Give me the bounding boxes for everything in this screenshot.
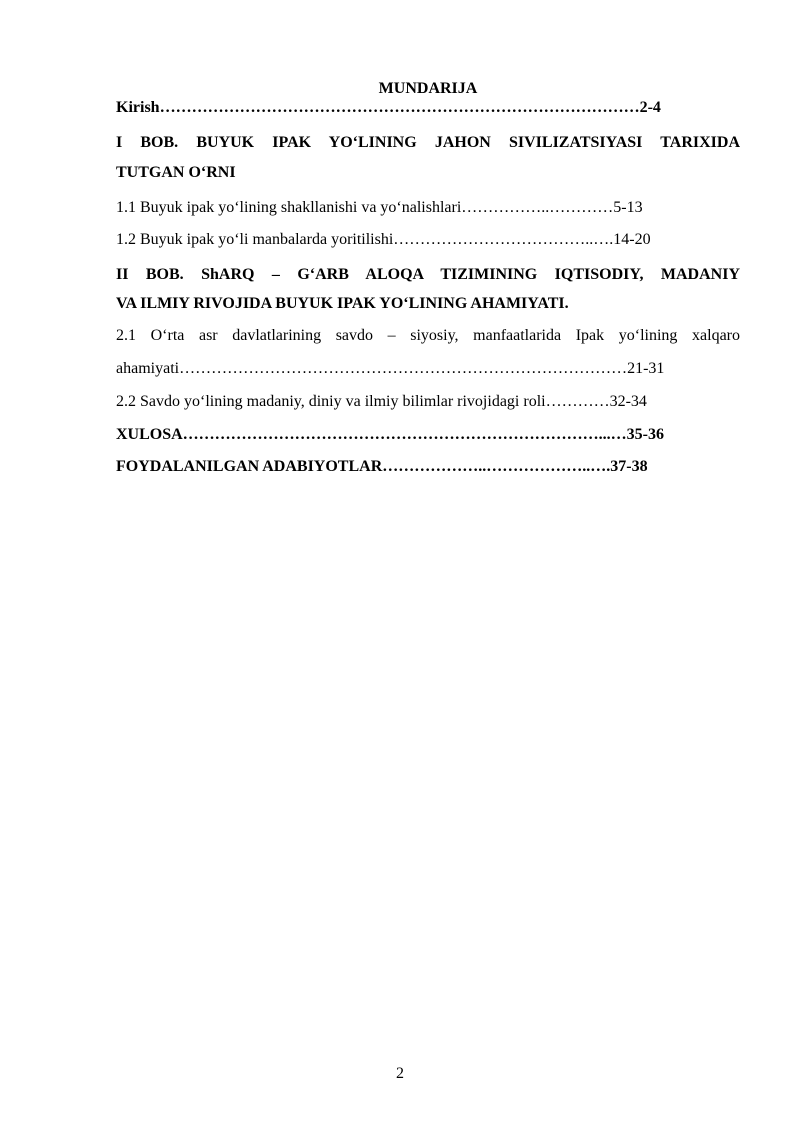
toc-section-2-2: 2.2 Savdo yo‘lining madaniy, diniy va ilmiy bilimlar rivojidagi roli…………32-34 (116, 393, 647, 410)
toc-section-1-1: 1.1 Buyuk ipak yo‘lining shakllanishi va yo‘nalishlari……………..…………5-13 (116, 199, 643, 216)
toc-entry-intro: Kirish………………………………………………………………………………2-4 (116, 99, 661, 116)
toc-section-2-1-line-2: ahamiyati…………………………………………………………………………21-31 (116, 360, 665, 377)
toc-chapter-2-line-2: VA ILMIY RIVOJIDA BUYUK IPAK YO‘LINING AHAMIYATI. (116, 295, 569, 312)
toc-entry-conclusion: XULOSA……………………………………………………………………...…35-36 (116, 426, 665, 443)
toc-entry-references: FOYDALANILGAN ADABIYOTLAR………………..………………..….37-38 (116, 458, 648, 475)
toc-section-1-2: 1.2 Buyuk ipak yo‘li manbalarda yoritilishi………………………………..….14-20 (116, 231, 651, 248)
toc-chapter-2-line-1: II BOB. ShARQ – G‘ARB ALOQA TIZIMINING IQTISODIY, MADANIY (116, 266, 740, 283)
toc-title: MUNDARIJA (378, 80, 478, 97)
toc-section-2-1-line-1: 2.1 O‘rta asr davlatlarining savdo – siyosiy, manfaatlarida Ipak yo‘lining xalqaro (116, 327, 740, 344)
toc-chapter-1-line-2: TUTGAN O‘RNI (116, 164, 236, 181)
toc-chapter-1-line-1: I BOB. BUYUK IPAK YO‘LINING JAHON SIVILIZATSIYASI TARIXIDA (116, 134, 740, 151)
page-number: 2 (396, 1065, 404, 1082)
